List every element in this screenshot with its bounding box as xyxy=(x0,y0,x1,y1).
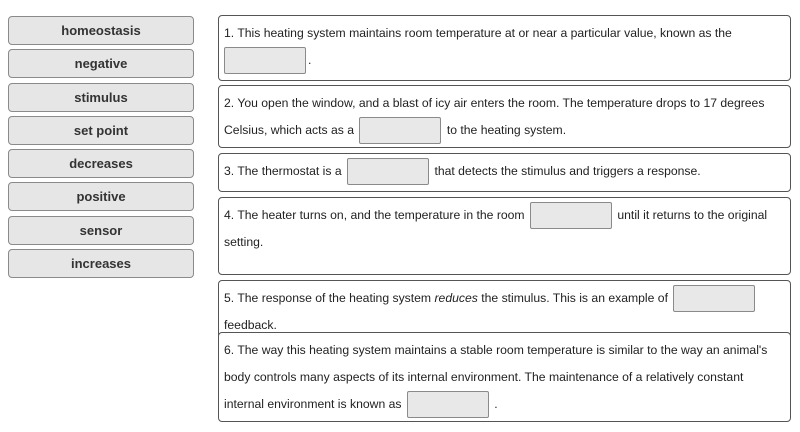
question-1-drop-zone[interactable] xyxy=(224,47,306,74)
word-chip-positive[interactable]: positive xyxy=(8,182,194,211)
word-chip-sensor[interactable]: sensor xyxy=(8,216,194,245)
question-3-drop-zone[interactable] xyxy=(347,158,429,185)
question-1-text-b: . xyxy=(308,53,312,67)
word-chip-increases[interactable]: increases xyxy=(8,249,194,278)
question-4 xyxy=(218,197,791,275)
question-2-text-a: 2. You open the window, and a blast of icy air enters the room. The temperature drops to 17 degrees xyxy=(224,96,765,110)
question-4-text-b: until it returns to the original xyxy=(617,208,768,222)
question-5-text-b: the stimulus. This is an example of xyxy=(481,291,668,305)
question-6-text-c: internal environment is known as xyxy=(224,397,402,411)
word-bank xyxy=(8,16,194,282)
question-5-text-c: feedback. xyxy=(224,318,277,333)
question-5-text-a: 5. The response of the heating system xyxy=(224,291,432,305)
question-2 xyxy=(218,85,791,148)
question-3-text-a: 3. The thermostat is a xyxy=(224,164,342,178)
question-6-text-d: . xyxy=(494,397,498,411)
question-5-drop-zone[interactable] xyxy=(673,285,755,312)
question-2-drop-zone[interactable] xyxy=(359,117,441,144)
question-6-text-a: 6. The way this heating system maintains a stable room temperature is similar to the way an animal's xyxy=(224,343,768,357)
question-6-text-b: body controls many aspects of its internal environment. The maintenance of a relatively constant xyxy=(224,370,744,384)
question-4-text-c: setting. xyxy=(224,235,264,250)
word-chip-decreases[interactable]: decreases xyxy=(8,149,194,178)
word-chip-set-point[interactable]: set point xyxy=(8,116,194,145)
question-6-drop-zone[interactable] xyxy=(407,391,489,418)
question-6 xyxy=(218,332,791,422)
question-5-emphasis: reduces xyxy=(434,291,478,305)
question-1 xyxy=(218,15,791,81)
word-chip-negative[interactable]: negative xyxy=(8,49,194,78)
question-2-text-b: Celsius, which acts as a xyxy=(224,123,355,137)
question-4-drop-zone[interactable] xyxy=(530,202,612,229)
word-chip-homeostasis[interactable]: homeostasis xyxy=(8,16,194,45)
question-4-text-a: 4. The heater turns on, and the temperature in the room xyxy=(224,208,525,222)
question-2-text-c: to the heating system. xyxy=(446,123,567,137)
question-1-text-a: 1. This heating system maintains room temperature at or near a particular value, known as the xyxy=(224,26,732,40)
question-3 xyxy=(218,153,791,192)
word-chip-stimulus[interactable]: stimulus xyxy=(8,83,194,112)
question-3-text-b: that detects the stimulus and triggers a response. xyxy=(434,164,701,178)
